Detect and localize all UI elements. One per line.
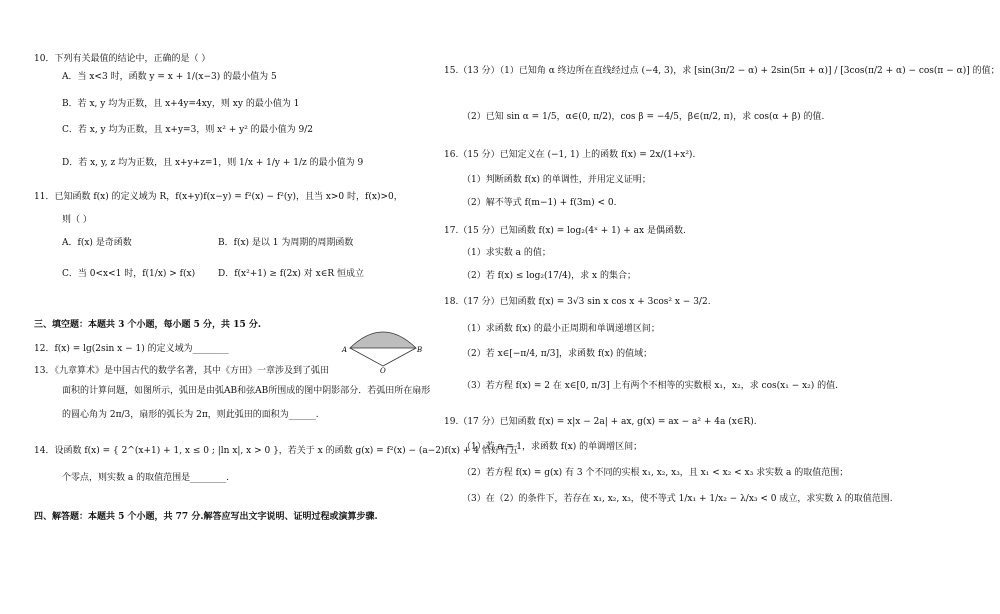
q17-part-1: （1）求实数 a 的值；: [462, 248, 551, 258]
q18-part-2: （2）若 x∈[−π/4, π/3]，求函数 f(x) 的值域；: [462, 349, 653, 359]
q10-option-d: D．若 x, y, z 均为正数，且 x+y+z=1，则 1/x + 1/y + 1/z 的最小值为 9: [62, 158, 364, 168]
q11-option-c: C．当 0<x<1 时，f(1/x) > f(x): [62, 269, 196, 279]
q10-option-b: B．若 x, y 均为正数，且 x+4y=4xy，则 xy 的最小值为 1: [62, 99, 300, 109]
arc-field-figure: [342, 326, 422, 374]
q11-option-a: A．f(x) 是奇函数: [62, 238, 132, 248]
q19-stem: 19.（17 分）已知函数 f(x) = x|x − 2a| + ax, g(x) = ax − a² + 4a (x∈R).: [444, 417, 757, 427]
q18-part-3: （3）若方程 f(x) = 2 在 x∈[0, π/3] 上有两个不相等的实数根 x₁，x₂，求 cos(x₁ − x₂) 的值.: [462, 381, 839, 391]
q11-stem: 11．已知函数 f(x) 的定义域为 R，f(x+y)f(x−y) = f²(x) − f²(y)，且当 x>0 时，f(x)>0，: [34, 192, 403, 202]
q16-part-1: （1）判断函数 f(x) 的单调性，并用定义证明；: [462, 175, 651, 185]
q18-part-1: （1）求函数 f(x) 的最小正周期和单调递增区间；: [462, 324, 660, 334]
q13-line-3: 的圆心角为 2π/3，扇形的弧长为 2π，则此弧田的面积为______.: [62, 410, 319, 420]
q15-part-1: 15.（13 分）（1）已知角 α 终边所在直线经过点 (−4, 3)，求 [sin(3π/2 − α) + 2sin(5π + α)] / [3cos(π/2 + α) − cos(π − α)] 的值；: [444, 66, 1000, 76]
q14-line-1: 14．设函数 f(x) = { 2^(x+1) + 1, x ≤ 0 ; |ln x|, x > 0 }，若关于 x 的函数 g(x) = f²(x) − (a−2)f(x) + 4 恰好有五: [34, 446, 518, 456]
label-b: B: [417, 346, 423, 354]
q14-line-2: 个零点，则实数 a 的取值范围是________.: [62, 473, 229, 483]
section-4-heading: 四、解答题：本题共 5 个小题，共 77 分.解答应写出文字说明、证明过程或演算步骤.: [34, 512, 378, 522]
q10-stem: 10．下列有关最值的结论中，正确的是（ ）: [34, 54, 211, 64]
q16-part-2: （2）解不等式 f(m−1) + f(3m) < 0.: [462, 198, 617, 208]
q11-option-b: B．f(x) 是以 1 为周期的周期函数: [218, 238, 354, 248]
q17-stem: 17.（15 分）已知函数 f(x) = log₂(4ˣ + 1) + ax 是偶函数.: [444, 226, 686, 236]
label-o: O: [380, 367, 386, 375]
shaded-arc-segment: [350, 332, 416, 348]
q16-stem: 16.（15 分）已知定义在 (−1, 1) 上的函数 f(x) = 2x/(1+x²).: [444, 150, 696, 160]
section-3-heading: 三、填空题：本题共 3 个小题，每小题 5 分，共 15 分.: [34, 320, 261, 330]
q17-part-2: （2）若 f(x) ≤ log₂(17/4)，求 x 的集合；: [462, 271, 636, 281]
q10-option-c: C．若 x, y 均为正数，且 x+y=3，则 x² + y² 的最小值为 9/2: [62, 125, 314, 135]
q15-part-2: （2）已知 sin α = 1/5，α∈(0, π/2)，cos β = −4/5，β∈(π/2, π)，求 cos(α + β) 的值.: [462, 112, 825, 122]
q19-part-1: （1）若 a = 1，求函数 f(x) 的单调增区间；: [462, 442, 643, 452]
radius-ob: [383, 348, 416, 366]
q13-line-1: 13．《九章算术》是中国古代的数学名著，其中《方田》一章涉及到了弧田: [34, 366, 329, 376]
q11-stem-cont: 则（ ）: [62, 215, 92, 225]
q11-option-d: D．f(x²+1) ≥ f(2x) 对 x∈R 恒成立: [218, 269, 365, 279]
q13-line-2: 面积的计算问题，如图所示，弧田是由弧AB和弦AB所围成的图中阴影部分．若弧田所在扇形: [62, 386, 431, 396]
q19-part-3: （3）在（2）的条件下，若存在 x₁, x₂, x₃，使不等式 1/x₁ + 1/x₂ − λ/x₃ < 0 成立，求实数 λ 的取值范围.: [462, 494, 893, 504]
q18-stem: 18.（17 分）已知函数 f(x) = 3√3 sin x cos x + 3cos² x − 3/2.: [444, 297, 711, 307]
radius-oa: [350, 348, 383, 366]
q12-text: 12．f(x) = lg(2sin x − 1) 的定义域为________: [34, 344, 229, 354]
q10-option-a: A．当 x<3 时，函数 y = x + 1/(x−3) 的最小值为 5: [62, 72, 277, 82]
label-a: A: [342, 346, 348, 354]
q19-part-2: （2）若方程 f(x) = g(x) 有 3 个不同的实根 x₁, x₂, x₃，且 x₁ < x₂ < x₃ 求实数 a 的取值范围；: [462, 468, 849, 478]
